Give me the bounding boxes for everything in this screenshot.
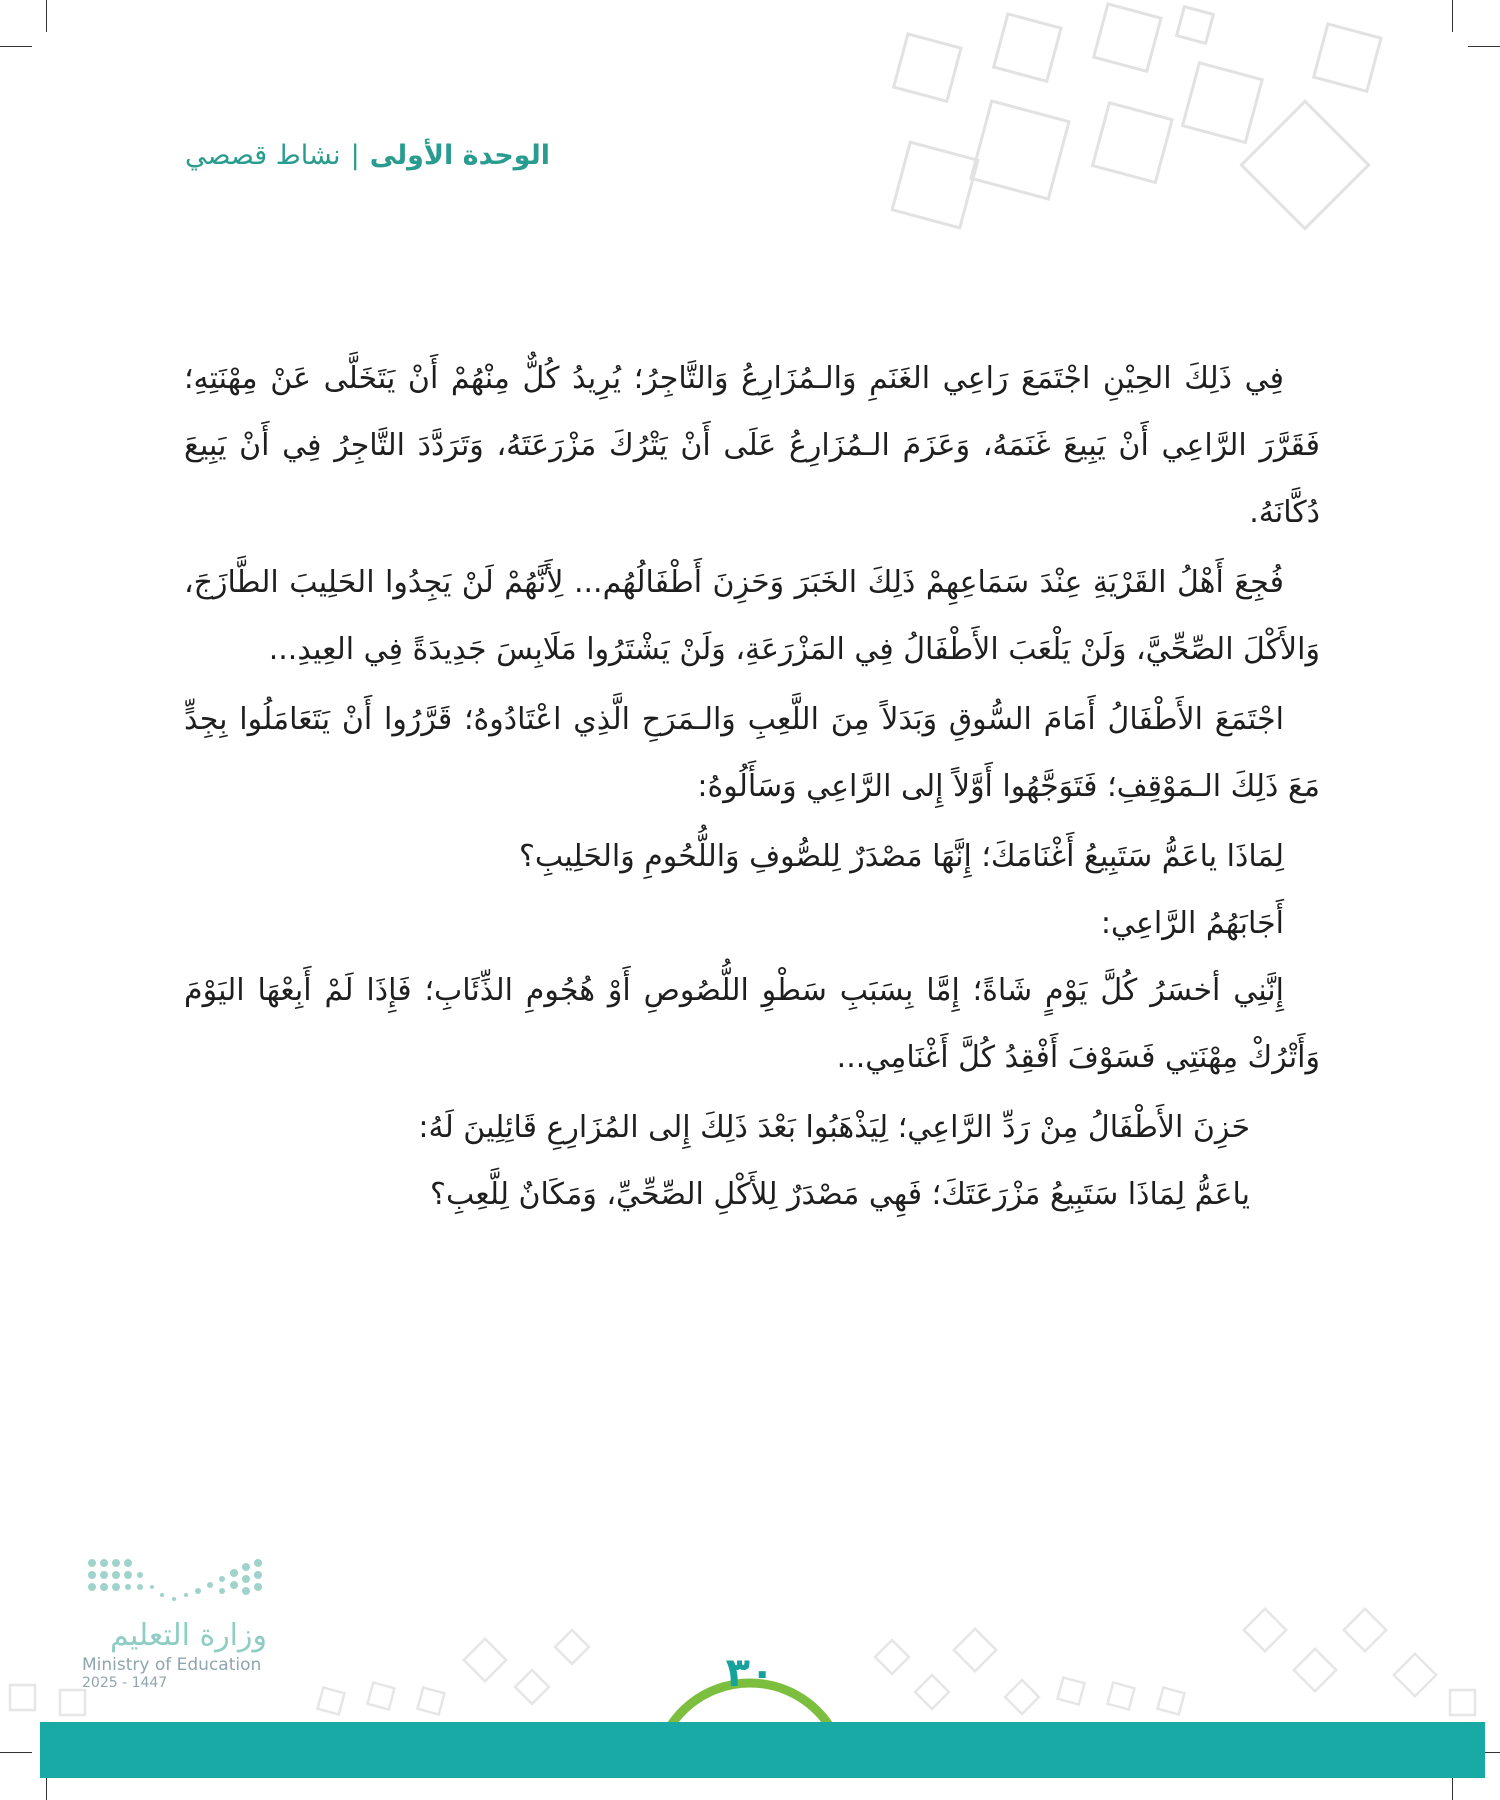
paragraph: حَزِنَ الأَطْفَالُ مِنْ رَدِّ الرَّاعِي؛ لِيَذْهَبُوا بَعْدَ ذَلِكَ إِلى المُزَارِعِ قَائِلِينَ لَهُ: [418,1110,1250,1145]
footer-band [40,1722,1485,1778]
paragraph: ياعَمُّ لِمَاذَا سَتَبِيعُ مَزْرَعَتَكَ؛ فَهِي مَصْدَرٌ لِلأَكْلِ الصِّحِّيِّ، وَمَكَانٌ لِلَّعِبِ؟ [430,1177,1250,1212]
paragraph: أَجَابَهُمُ الرَّاعِي: [1100,906,1284,941]
crop-mark [46,0,47,32]
paragraph: فُجِعَ أَهْلُ القَرْيَةِ عِنْدَ سَمَاعِهِمْ ذَلِكَ الخَبَرَ وَحَزِنَ أَطْفَالُهُم... لِأَنَّهُمْ لَنْ يَجِدُوا الحَلِيبَ الطَّازَجَ، وَالأَكْلَ الصِّحِّيَّ، وَلَنْ يَلْعَبَ الأَطْفَالُ فِي المَزْرَعَةِ، وَلَنْ يَشْتَرُوا مَلَابِسَ جَدِيدَةً فِي العِيدِ... [184,565,1320,667]
page-number: ٣٠ [725,1650,775,1696]
paragraph: إِنَّنِي أخسَرُ كُلَّ يَوْمٍ شَاةً؛ إِمَّا بِسَبَبِ سَطْوِ اللُّصُوصِ أَوْ هُجُومِ الذِّئَابِ؛ فَإِذَا لَمْ أَبِعْهَا اليَوْمَ وَأَتْرُكْ مِهْنَتِي فَسَوْفَ أَفْقِدُ كُلَّ أَغْنَامِي... [184,973,1320,1075]
paragraph: لِمَاذَا ياعَمُّ سَتَبِيعُ أَغْنَامَكَ؛ إِنَّهَا مَصْدَرٌ لِلصُّوفِ وَاللُّحُومِ وَالحَلِيبِ؟ [518,839,1284,874]
decorative-pattern [860,0,1420,300]
logo-year: 2025 - 1447 [82,1675,168,1691]
crop-mark [1452,0,1453,32]
story-text [184,345,1320,1228]
unit-label: الوحدة الأولى [369,140,550,171]
paragraph: اجْتَمَعَ الأَطْفَالُ أَمَامَ السُّوقِ وَبَدَلاً مِنَ اللَّعِبِ وَالـمَرَحِ الَّذِي اعْتَادُوهُ؛ قَرَّرُوا أَنْ يَتَعَامَلُوا بِجِدٍّ مَعَ ذَلِكَ الـمَوْقِفِ؛ فَتَوَجَّهُوا أَوَّلاً إِلى الرَّاعِي وَسَأَلُوهُ: [184,702,1320,804]
paragraph: فِي ذَلِكَ الحِيْنِ اجْتَمَعَ رَاعِي الغَنَمِ وَالـمُزَارِعُ وَالتَّاجِرُ؛ يُرِيدُ كُلٌّ مِنْهُمْ أَنْ يَتَخَلَّى عَنْ مِهْنَتِهِ؛ فَقَرَّرَ الرَّاعِي أَنْ يَبِيعَ غَنَمَهُ، وَعَزَمَ الـمُزَارِعُ عَلَى أَنْ يَتْرُكَ مَزْرَعَتَهُ، وَتَرَدَّدَ التَّاجِرُ فِي أَنْ يَبِيعَ دُكَّانَهُ. [184,361,1320,530]
crop-mark [1468,46,1500,47]
ministry-logo [82,1555,282,1691]
activity-title: نشاط قصصي [184,140,341,171]
crop-mark [0,46,32,47]
logo-arabic-name: وزارة التعليم [109,1618,267,1653]
logo-dots-icon [82,1555,272,1610]
header-separator: | [350,140,360,171]
page-header [185,140,550,171]
crop-mark [0,1752,32,1753]
logo-english-name: Ministry of Education [82,1655,262,1675]
